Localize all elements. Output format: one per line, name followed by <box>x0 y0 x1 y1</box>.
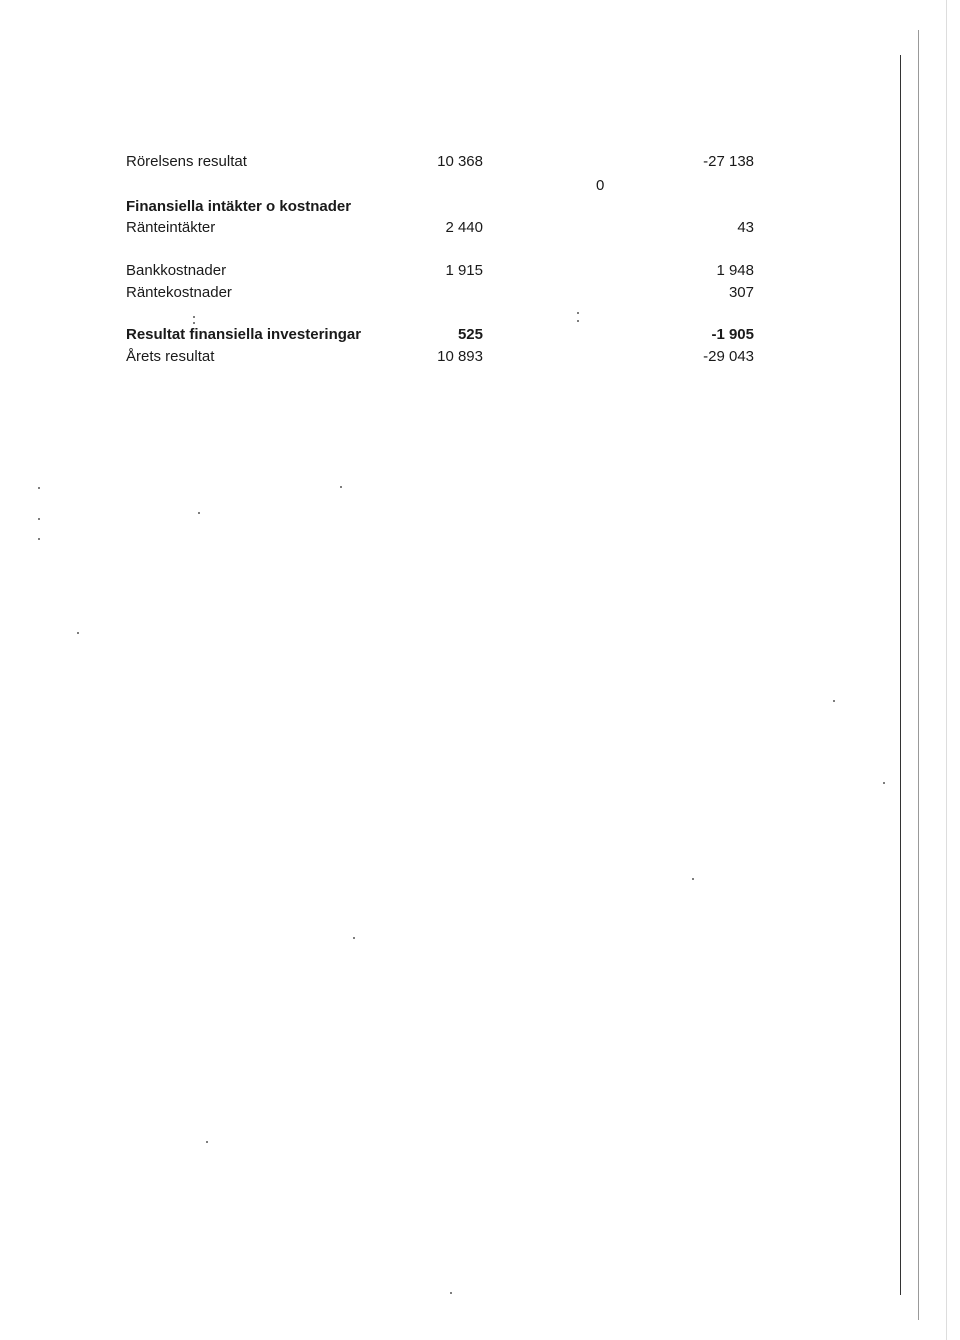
scan-speck <box>206 1141 208 1143</box>
scan-speck <box>833 700 835 702</box>
scan-speck <box>38 538 40 540</box>
scan-speck <box>577 312 579 314</box>
scan-speck <box>193 322 195 324</box>
scan-edge-line <box>918 30 919 1320</box>
scan-edge-line <box>900 55 901 1295</box>
row-label: Ränteintäkter <box>126 219 216 236</box>
scan-speck <box>193 316 195 318</box>
scan-speck <box>340 486 342 488</box>
row-ranteintakter <box>0 217 960 239</box>
scan-speck <box>198 512 200 514</box>
scan-speck <box>577 320 579 322</box>
row-value-col1: 10 368 <box>437 153 483 170</box>
row-label: Rörelsens resultat <box>126 153 247 170</box>
row-value-col2: -27 138 <box>703 153 754 170</box>
row-resultat-finansiella <box>0 324 960 346</box>
scan-speck <box>450 1292 452 1294</box>
row-arets-resultat <box>0 346 960 368</box>
row-label: Bankkostnader <box>126 262 227 279</box>
stray-value: 0 <box>596 177 605 194</box>
scan-speck <box>353 937 355 939</box>
scan-speck <box>692 878 694 880</box>
row-label: Årets resultat <box>126 348 215 365</box>
scan-edge-line <box>946 0 947 1340</box>
row-value-col2: 1 948 <box>716 262 754 279</box>
row-rorelsens-resultat <box>0 151 960 173</box>
row-label: Resultat finansiella investeringar <box>126 326 362 343</box>
row-value-col1: 10 893 <box>437 348 483 365</box>
row-value-col1: 525 <box>457 326 483 343</box>
row-bankkostnader <box>0 260 960 282</box>
row-value-col1: 1 915 <box>445 262 483 279</box>
section-heading-finansiella <box>0 196 960 218</box>
scan-speck <box>883 782 885 784</box>
scan-speck <box>77 632 79 634</box>
section-label: Finansiella intäkter o kostnader <box>126 198 352 215</box>
scan-speck <box>38 518 40 520</box>
row-value-col2: -29 043 <box>703 348 754 365</box>
row-rantekostnader <box>0 282 960 304</box>
scan-speck <box>38 487 40 489</box>
row-label: Räntekostnader <box>126 284 232 301</box>
row-value-col2: 307 <box>728 284 754 301</box>
row-value-col2: -1 905 <box>711 326 754 343</box>
row-value-col2: 43 <box>737 219 754 236</box>
row-value-col1: 2 440 <box>445 219 483 236</box>
